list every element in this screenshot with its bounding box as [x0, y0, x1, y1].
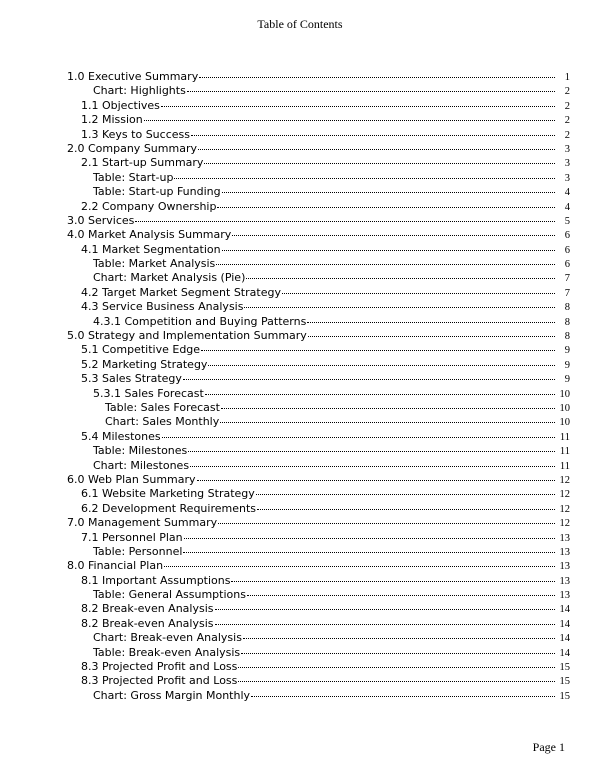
- toc-entry-title: 5.4 Milestones: [81, 429, 161, 443]
- toc-entry-page: 14: [559, 604, 570, 616]
- toc-entry-page: 15: [559, 662, 570, 674]
- toc-entry[interactable]: [67, 502, 570, 516]
- toc-entry-page: 10: [559, 402, 570, 414]
- toc-leader-dots: [217, 207, 555, 208]
- toc-entry[interactable]: [67, 200, 570, 214]
- toc-entry[interactable]: [67, 113, 570, 127]
- toc-entry-page: 14: [559, 618, 570, 630]
- toc-entry-title: Table: Start-up Funding: [93, 185, 221, 199]
- toc-entry[interactable]: [67, 257, 570, 271]
- toc-entry-title: Table: Break-even Analysis: [93, 645, 241, 659]
- toc-entry-title: 1.2 Mission: [81, 113, 143, 127]
- toc-entry[interactable]: [67, 444, 570, 458]
- toc-leader-dots: [188, 451, 555, 452]
- toc-entry[interactable]: [67, 516, 570, 530]
- toc-entry[interactable]: [67, 228, 570, 242]
- toc-entry-page: 12: [559, 489, 570, 501]
- toc-leader-dots: [197, 480, 555, 481]
- toc-leader-dots: [256, 494, 555, 495]
- toc-entry[interactable]: [67, 646, 570, 660]
- toc-entry-page: 10: [559, 417, 570, 429]
- toc-entry[interactable]: [67, 459, 570, 473]
- toc-leader-dots: [161, 106, 555, 107]
- toc-entry-title: 8.3 Projected Profit and Loss: [81, 660, 238, 674]
- toc-entry-page: 13: [559, 575, 570, 587]
- toc-leader-dots: [257, 509, 555, 510]
- toc-entry[interactable]: [67, 674, 570, 688]
- toc-entry-title: 2.0 Company Summary: [67, 141, 197, 155]
- page-header-title: Table of Contents: [257, 17, 343, 31]
- toc-entry[interactable]: [67, 300, 570, 314]
- toc-entry-title: 8.3 Projected Profit and Loss: [81, 674, 238, 688]
- toc-entry-title: 2.1 Start-up Summary: [81, 156, 204, 170]
- toc-entry[interactable]: [67, 430, 570, 444]
- toc-entry-title: 7.0 Management Summary: [67, 516, 218, 530]
- toc-leader-dots: [190, 466, 555, 467]
- toc-entry-page: 11: [559, 446, 570, 458]
- toc-entry-title: 4.0 Market Analysis Summary: [67, 228, 232, 242]
- toc-entry-title: 6.1 Website Marketing Strategy: [81, 487, 255, 501]
- toc-entry-page: 11: [559, 460, 570, 472]
- toc-entry-page: 2: [564, 86, 570, 98]
- toc-entry-page: 12: [559, 518, 570, 530]
- toc-entry-title: 5.1 Competitive Edge: [81, 343, 201, 357]
- toc-entry[interactable]: [67, 660, 570, 674]
- toc-entry[interactable]: [67, 602, 570, 616]
- toc-entry-title: Table: Sales Forecast: [105, 400, 220, 414]
- toc-entry-page: 6: [564, 244, 570, 256]
- toc-entry-page: 12: [559, 474, 570, 486]
- toc-entry[interactable]: [67, 271, 570, 285]
- toc-entry[interactable]: [67, 171, 570, 185]
- toc-entry[interactable]: [67, 401, 570, 415]
- toc-leader-dots: [201, 350, 555, 351]
- toc-entry-page: 15: [559, 690, 570, 702]
- toc-leader-dots: [247, 595, 555, 596]
- toc-entry[interactable]: [67, 156, 570, 170]
- toc-leader-dots: [184, 538, 555, 539]
- toc-leader-dots: [191, 135, 555, 136]
- toc-entry-title: Table: Start-up: [93, 170, 174, 184]
- toc-entry-page: 3: [564, 158, 570, 170]
- toc-entry-page: 9: [564, 374, 570, 386]
- toc-entry[interactable]: [67, 128, 570, 142]
- toc-entry-title: 4.3 Service Business Analysis: [81, 300, 244, 314]
- toc-leader-dots: [198, 149, 555, 150]
- toc-entry-title: 4.1 Market Segmentation: [81, 242, 221, 256]
- toc-entry[interactable]: [67, 531, 570, 545]
- toc-entry-page: 8: [564, 316, 570, 328]
- toc-entry[interactable]: [67, 559, 570, 573]
- toc-entry-title: 3.0 Services: [67, 213, 135, 227]
- toc-leader-dots: [238, 667, 555, 668]
- toc-entry-page: 2: [564, 100, 570, 112]
- page-number: Page 1: [532, 740, 565, 754]
- toc-entry-title: Chart: Break-even Analysis: [93, 631, 242, 645]
- toc-leader-dots: [204, 163, 555, 164]
- toc-entry[interactable]: [67, 84, 570, 98]
- toc-entry-page: 8: [564, 302, 570, 314]
- toc-entry[interactable]: [67, 99, 570, 113]
- toc-entry-page: 1: [564, 72, 570, 83]
- toc-entry[interactable]: [67, 415, 570, 429]
- toc-leader-dots: [231, 581, 555, 582]
- toc-entry-page: 14: [559, 633, 570, 645]
- toc-entry-title: 8.0 Financial Plan: [67, 559, 164, 573]
- toc-leader-dots: [251, 696, 555, 697]
- toc-entry-title: 6.2 Development Requirements: [81, 501, 257, 515]
- toc-leader-dots: [218, 523, 555, 524]
- toc-entry[interactable]: [67, 142, 570, 156]
- toc-leader-dots: [243, 638, 555, 639]
- toc-leader-dots: [174, 178, 555, 179]
- toc-leader-dots: [232, 235, 555, 236]
- toc-entry-page: 4: [564, 187, 570, 199]
- toc-entry[interactable]: [67, 214, 570, 228]
- toc-entry[interactable]: [67, 372, 570, 386]
- toc-entry[interactable]: [67, 243, 570, 257]
- toc-entry-title: 5.3 Sales Strategy: [81, 372, 182, 386]
- toc-entry-page: 2: [564, 115, 570, 127]
- toc-entry-title: Chart: Milestones: [93, 458, 190, 472]
- toc-entry-page: 6: [564, 230, 570, 242]
- toc-entry-page: 13: [559, 561, 570, 573]
- toc-entry-title: Chart: Sales Monthly: [105, 415, 220, 429]
- toc-leader-dots: [135, 221, 555, 222]
- toc-entry-page: 13: [559, 546, 570, 558]
- toc-entry-title: 1.0 Executive Summary: [67, 70, 199, 83]
- toc-leader-dots: [162, 437, 555, 438]
- toc-entry[interactable]: [67, 631, 570, 645]
- toc-entry-page: 10: [559, 388, 570, 400]
- toc-entry-title: Chart: Highlights: [93, 84, 186, 98]
- toc-entry-page: 3: [564, 143, 570, 155]
- toc-entry-title: 2.2 Company Ownership: [81, 199, 217, 213]
- toc-entry[interactable]: [67, 689, 570, 703]
- toc-entry-title: 5.3.1 Sales Forecast: [93, 386, 204, 400]
- toc-leader-dots: [205, 394, 555, 395]
- toc-entry-page: 3: [564, 172, 570, 184]
- toc-entry-page: 5: [564, 215, 570, 227]
- toc-leader-dots: [199, 77, 555, 78]
- toc-entry-page: 12: [559, 503, 570, 515]
- toc-entry-title: 1.1 Objectives: [81, 98, 160, 112]
- toc-leader-dots: [238, 681, 555, 682]
- toc-entry-title: Chart: Gross Margin Monthly: [93, 688, 251, 702]
- toc-leader-dots: [282, 293, 555, 294]
- toc-entry-title: Table: Personnel: [93, 544, 183, 558]
- toc-leader-dots: [187, 91, 555, 92]
- toc-entry-page: 8: [564, 331, 570, 343]
- toc-leader-dots: [222, 192, 555, 193]
- toc-entry[interactable]: [67, 545, 570, 559]
- toc-entry-title: 5.2 Marketing Strategy: [81, 357, 208, 371]
- toc-leader-dots: [244, 307, 555, 308]
- toc-leader-dots: [215, 624, 556, 625]
- toc-entry-title: 5.0 Strategy and Implementation Summary: [67, 329, 307, 343]
- toc-entry-title: 8.2 Break-even Analysis: [81, 602, 214, 616]
- toc-entry-title: 1.3 Keys to Success: [81, 127, 190, 141]
- toc-entry[interactable]: [67, 315, 570, 329]
- toc-leader-dots: [164, 566, 555, 567]
- toc-entry-title: 8.1 Important Assumptions: [81, 573, 231, 587]
- toc-entry-title: Table: Market Analysis: [93, 257, 216, 271]
- toc-entry[interactable]: [67, 588, 570, 602]
- toc-entry-title: Chart: Market Analysis (Pie): [93, 271, 246, 285]
- table-of-contents: [67, 70, 570, 703]
- toc-entry-page: 9: [564, 359, 570, 371]
- toc-entry[interactable]: [67, 617, 570, 631]
- toc-entry-page: 6: [564, 259, 570, 271]
- toc-entry-title: 8.2 Break-even Analysis: [81, 616, 214, 630]
- toc-entry-title: 4.3.1 Competition and Buying Patterns: [93, 314, 307, 328]
- toc-leader-dots: [222, 250, 555, 251]
- toc-leader-dots: [220, 422, 555, 423]
- toc-leader-dots: [307, 322, 555, 323]
- toc-entry[interactable]: [67, 487, 570, 501]
- toc-leader-dots: [208, 365, 555, 366]
- toc-entry-page: 7: [564, 287, 570, 299]
- toc-entry-title: 6.0 Web Plan Summary: [67, 472, 196, 486]
- toc-entry-page: 13: [559, 590, 570, 602]
- toc-entry[interactable]: [67, 343, 570, 357]
- toc-entry-page: 9: [564, 345, 570, 357]
- toc-entry-page: 7: [564, 273, 570, 285]
- toc-leader-dots: [183, 379, 555, 380]
- toc-entry-page: 13: [559, 532, 570, 544]
- toc-entry[interactable]: [67, 473, 570, 487]
- toc-leader-dots: [144, 120, 555, 121]
- toc-entry-page: 11: [559, 431, 570, 443]
- toc-entry[interactable]: [67, 574, 570, 588]
- toc-entry[interactable]: [67, 70, 570, 84]
- toc-entry[interactable]: [67, 329, 570, 343]
- toc-entry-page: 15: [559, 676, 570, 688]
- toc-entry-title: 4.2 Target Market Segment Strategy: [81, 285, 281, 299]
- toc-entry[interactable]: [67, 286, 570, 300]
- toc-leader-dots: [215, 609, 556, 610]
- toc-entry-title: Table: General Assumptions: [93, 588, 246, 602]
- toc-entry[interactable]: [67, 358, 570, 372]
- toc-entry-page: 4: [564, 201, 570, 213]
- toc-leader-dots: [308, 336, 555, 337]
- toc-leader-dots: [246, 278, 555, 279]
- toc-leader-dots: [183, 552, 555, 553]
- toc-entry[interactable]: [67, 185, 570, 199]
- toc-entry-title: Table: Milestones: [93, 444, 188, 458]
- toc-entry-title: 7.1 Personnel Plan: [81, 530, 183, 544]
- toc-entry-page: 2: [564, 129, 570, 141]
- toc-entry[interactable]: [67, 387, 570, 401]
- toc-entry-page: 14: [559, 647, 570, 659]
- toc-leader-dots: [221, 408, 555, 409]
- toc-leader-dots: [216, 264, 555, 265]
- toc-leader-dots: [241, 653, 555, 654]
